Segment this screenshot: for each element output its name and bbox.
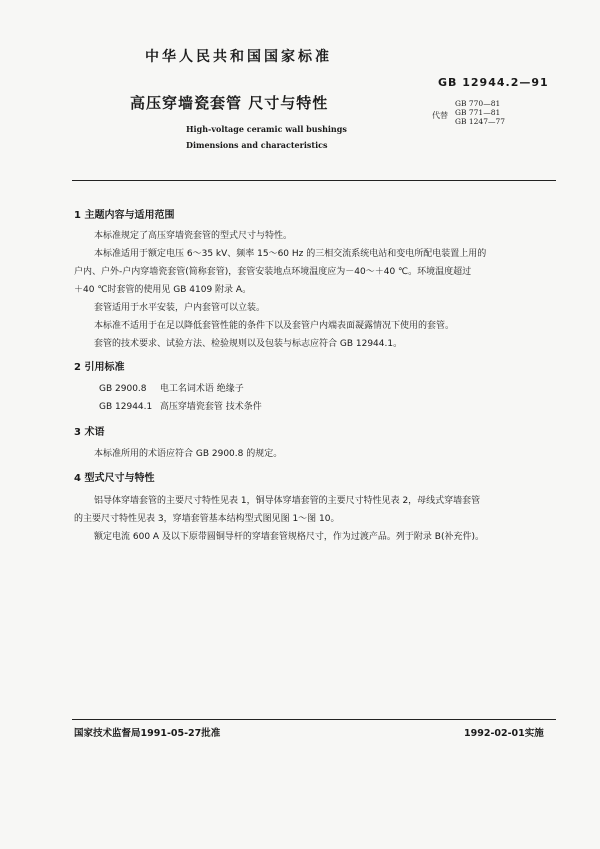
section-heading: 3 术语: [74, 427, 105, 438]
implementation-date: 1992-02-01实施: [464, 728, 544, 739]
replaced-standard: GB 771—81: [455, 108, 501, 117]
english-title: High-voltage ceramic wall bushings: [186, 124, 347, 134]
reference-title: 高压穿墙瓷套管 技术条件: [159, 402, 262, 412]
issuing-authority: 中华人民共和国国家标准: [145, 49, 332, 65]
replaces-label: 代替: [432, 111, 448, 120]
paragraph-line: 本标准规定了高压穿墙瓷套管的型式尺寸与特性。: [94, 231, 293, 241]
paragraph-line: 本标准不适用于在足以降低套管性能的条件下以及套管户内端表面凝露情况下使用的套管。: [94, 321, 455, 331]
paragraph-line: ＋40 ℃时套管的使用见 GB 4109 附录 A。: [74, 285, 252, 295]
footer-divider: [72, 719, 556, 720]
reference-item: [99, 381, 244, 394]
paragraph-line: 套管适用于水平安装，户内套管可以立装。: [94, 303, 266, 313]
paragraph-line: 本标准所用的术语应符合 GB 2900.8 的规定。: [94, 449, 283, 459]
section-heading: 4 型式尺寸与特性: [74, 473, 155, 484]
section-heading: 2 引用标准: [74, 362, 125, 373]
reference-code: GB 12944.1: [99, 402, 153, 412]
approval-date: 国家技术监督局1991-05-27批准: [74, 728, 221, 739]
replaced-standard: GB 770—81: [455, 99, 501, 108]
paragraph-line: 的主要尺寸特性见表 3，穿墙套管基本结构型式图见图 1～图 10。: [74, 514, 340, 524]
header-divider: [72, 180, 556, 181]
paragraph-line: 户内、户外-户内穿墙瓷套管(简称套管)，套管安装地点环境温度应为－40～＋40 ℃。环境温度超过: [74, 267, 472, 277]
page-title: 高压穿墙瓷套管 尺寸与特性: [130, 94, 329, 112]
english-subtitle: Dimensions and characteristics: [186, 140, 328, 150]
reference-title: 电工名词术语 绝缘子: [159, 384, 244, 394]
standard-number: GB 12944.2—91: [438, 76, 549, 89]
paragraph-line: 额定电流 600 A 及以下原带圆铜导杆的穿墙套管规格尺寸，作为过渡产品。列于附录 B(补充件)。: [94, 532, 484, 542]
paragraph-line: 本标准适用于额定电压 6～35 kV、频率 15～60 Hz 的三相交流系统电站和变电所配电装置上用的: [94, 249, 487, 259]
replaced-standards: [455, 99, 505, 126]
section-heading: 1 主题内容与适用范围: [74, 210, 175, 221]
reference-code: GB 2900.8: [99, 384, 147, 394]
paragraph-line: 套管的技术要求、试验方法、检验规则以及包装与标志应符合 GB 12944.1。: [94, 339, 403, 349]
replaced-standard: GB 1247—77: [455, 117, 506, 126]
paragraph-line: 铝导体穿墙套管的主要尺寸特性见表 1，铜导体穿墙套管的主要尺寸特性见表 2，母线式穿墙套管: [94, 496, 481, 506]
reference-item: [99, 399, 262, 412]
